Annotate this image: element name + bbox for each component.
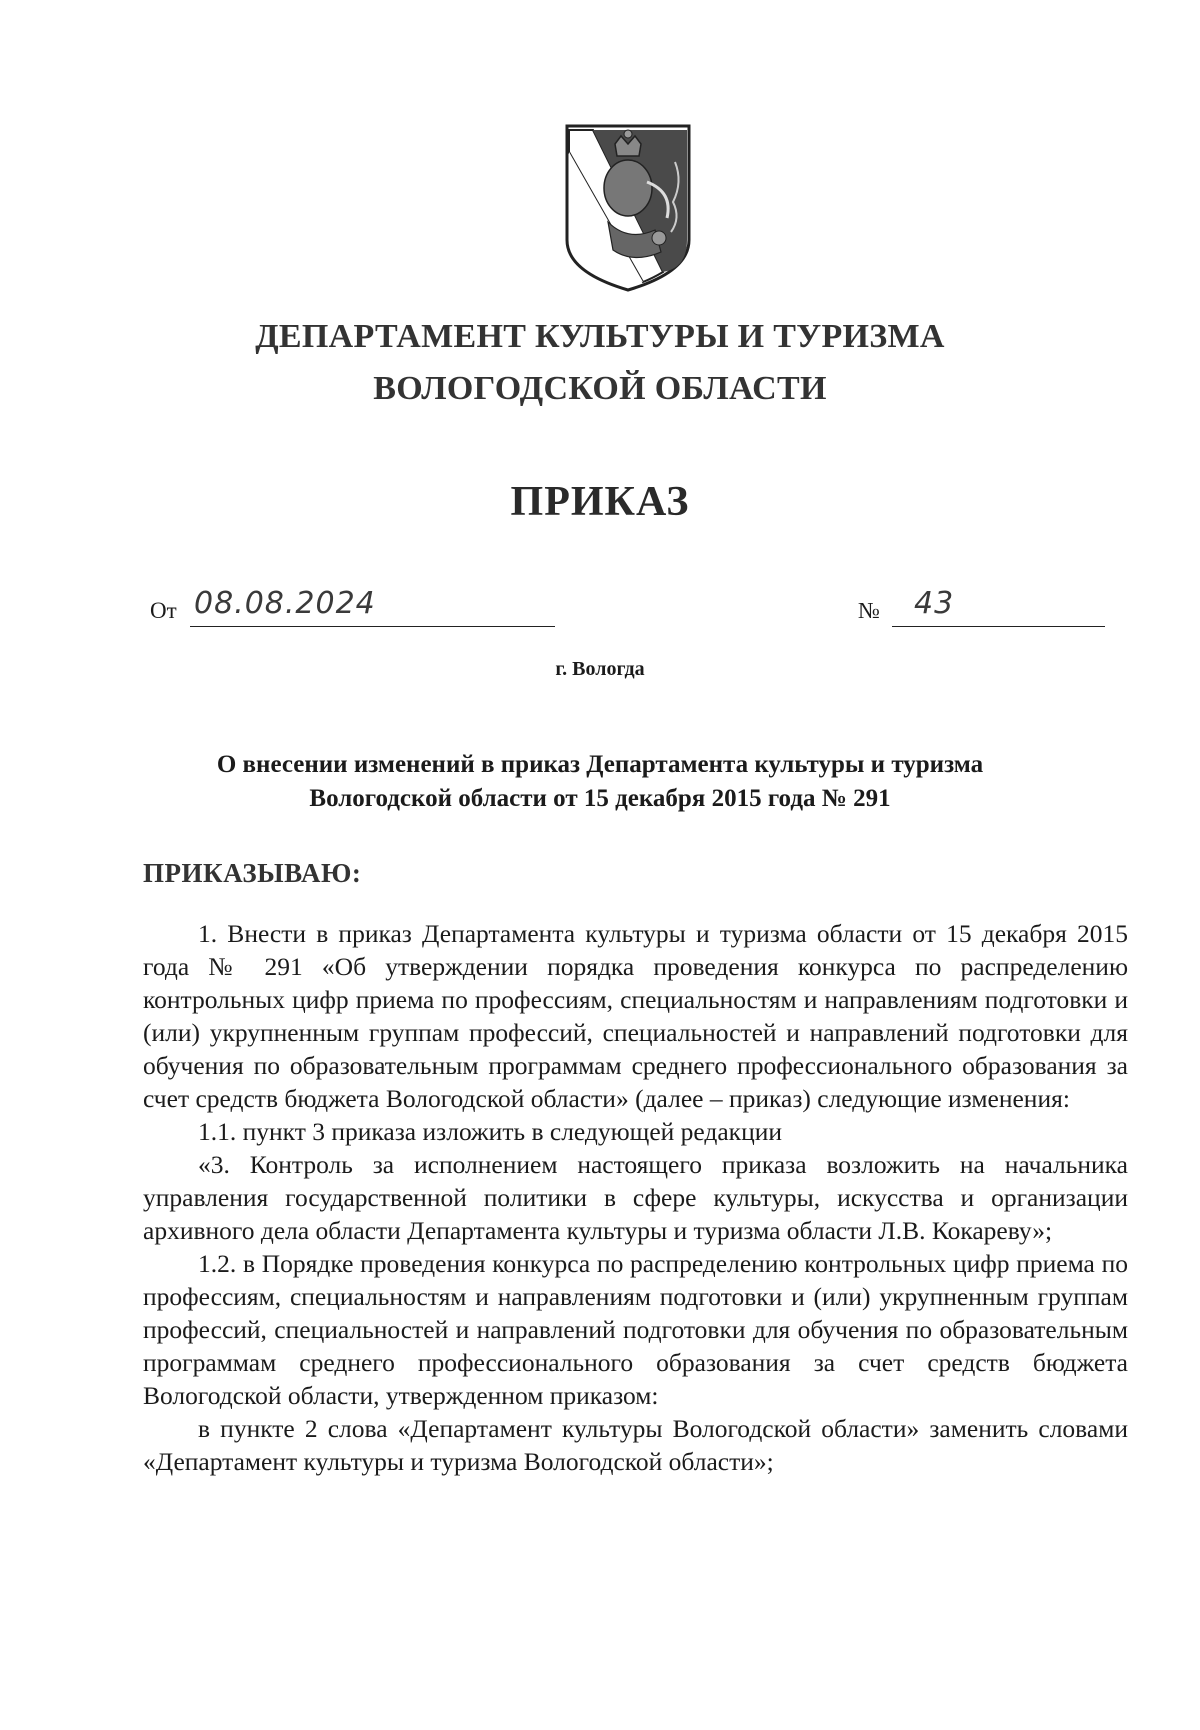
coat-of-arms-icon xyxy=(563,122,693,294)
document-type-title: ПРИКАЗ xyxy=(510,479,690,525)
paragraph: 1.1. пункт 3 приказа изложить в следующей редакции xyxy=(198,1117,783,1146)
handwritten-number: 43 xyxy=(914,586,955,621)
subject-line2: Вологодской области от 15 декабря 2015 года № 291 xyxy=(309,785,891,812)
city-label: г. Вологда xyxy=(555,658,645,680)
number-field xyxy=(892,586,1105,627)
department-name-line1: ДЕПАРТАМЕНТ КУЛЬТУРЫ И ТУРИЗМА xyxy=(255,318,945,355)
paragraph: 1.2. в Порядке проведения конкурса по распределению контрольных цифр приема по профессиям, специальностям и направлениям подготовки и (или) укрупненным группам профессий, специальностей и направлений подготовки для обучения по образовательным программам среднего профессионального образования за счет средств бюджета Вологодской области, утвержденном приказом: xyxy=(143,1249,1128,1410)
paragraph: «3. Контроль за исполнением настоящего приказа возложить на начальника управления государственной политики в сфере культуры, искусства и организации архивного дела области Департамента культуры и туризма области Л.В. Кокареву»; xyxy=(143,1150,1128,1245)
order-heading: ПРИКАЗЫВАЮ: xyxy=(143,858,362,888)
paragraph: 1. Внести в приказ Департамента культуры и туризма области от 15 декабря 2015 года № 291 «Об утверждении порядка проведения конкурса по распределению контрольных цифр приема по профессиям, специальностям и направлениям подготовки и (или) укрупненным группам профессий, специальностей и направлений подготовки для обучения по образовательным программам среднего профессионального образования за счет средств бюджета Вологодской области» (далее – приказ) следующие изменения: xyxy=(143,919,1128,1113)
document-subject xyxy=(0,748,1200,816)
subject-line1: О внесении изменений в приказ Департамента культуры и туризма xyxy=(216,751,984,778)
department-name-line2: ВОЛОГОДСКОЙ ОБЛАСТИ xyxy=(373,370,827,407)
handwritten-date: 08.08.2024 xyxy=(194,586,376,621)
number-label: № xyxy=(858,598,880,623)
document-body xyxy=(143,917,1128,1478)
paragraph: в пункте 2 слова «Департамент культуры Вологодской области» заменить словами «Департамент культуры и туризма Вологодской области»; xyxy=(143,1414,1128,1476)
date-label: От xyxy=(150,598,177,623)
date-field xyxy=(190,586,555,627)
date-number-row xyxy=(150,586,1105,636)
